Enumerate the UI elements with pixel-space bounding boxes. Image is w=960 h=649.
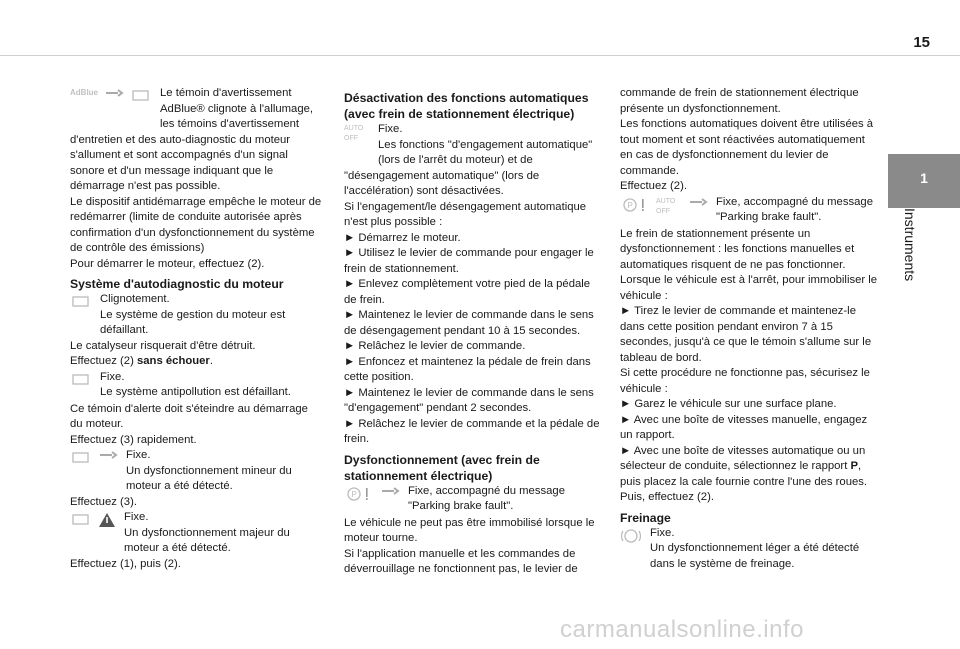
list-item: ► Utilisez le levier de commande pour engager le frein de stationnement. <box>344 246 600 277</box>
paragraph: commande de frein de stationnement électrique présente un dysfonctionnement. <box>620 87 859 115</box>
chapter-tab-number: 1 <box>920 170 928 186</box>
paragraph: Lorsque le véhicule est à l'arrêt, pour immobiliser le véhicule : <box>620 274 878 302</box>
list-item: ► Relâchez le levier de commande et la pédale de frein. <box>344 417 600 448</box>
wrench-icon <box>688 197 708 207</box>
list-item: ► Démarrez le moteur. <box>344 231 600 247</box>
icon-group <box>344 124 370 154</box>
paragraph: Fixe. <box>650 526 675 539</box>
list-item: ► Avec une boîte de vitesses automatique ou un sélecteur de conduite, sélectionnez le rapport P, puis placez la cale fournie contre l'une des roues. <box>620 444 878 491</box>
wrench-icon <box>380 486 400 496</box>
section-heading: Système d'autodiagnostic du moteur <box>70 277 284 291</box>
column-3 <box>620 86 878 572</box>
paragraph: Effectuez (3) rapidement. <box>70 433 197 446</box>
paragraph: Un dysfonctionnement mineur du moteur a été détecté. <box>126 464 292 492</box>
paragraph: Puis, effectuez (2). <box>620 491 714 503</box>
paragraph: Fixe. <box>124 511 149 523</box>
icon-group <box>70 88 152 118</box>
paragraph: Effectuez (1), puis (2). <box>70 557 181 570</box>
list-item: ► Relâchez le levier de commande. <box>344 339 600 355</box>
list-item: ► Maintenez le levier de commande dans le sens de désengagement pendant 10 à 15 secondes. <box>344 308 600 339</box>
svg-text:P: P <box>351 489 357 499</box>
svg-text:P: P <box>627 200 633 210</box>
paragraph: Pour démarrer le moteur, effectuez (2). <box>70 257 265 270</box>
list-item: ► Enfoncez et maintenez la pédale de frein dans cette position. <box>344 355 600 386</box>
auto-off-brake-icon: AUTO OFF <box>344 125 364 142</box>
paragraph: Fixe. <box>126 449 151 461</box>
list-item: ► Tirez le levier de commande et maintenez-le dans cette position pendant environ 7 à 15 secondes, jusqu'à ce que le témoin s'allume sur le tableau de bord. <box>620 304 878 366</box>
icon-group <box>70 294 92 324</box>
paragraph: Fixe. <box>100 370 125 383</box>
section-heading: Dysfonctionnement (avec frein de stationnement électrique) <box>344 452 540 483</box>
paragraph: Clignotement. <box>100 293 170 305</box>
engine-icon <box>70 294 92 308</box>
list-item: ► Avec une boîte de vitesses manuelle, engagez un rapport. <box>620 413 878 444</box>
parking-brake-fault-icon <box>344 486 374 502</box>
icon-group <box>70 372 92 402</box>
auto-off-brake-icon: AUTO OFF <box>656 197 676 215</box>
icon-group <box>620 197 708 227</box>
column-2 <box>344 86 600 578</box>
paragraph: Le dispositif antidémarrage empêche le moteur de redémarrer (limite de conduite autorisée après confirmation d'un dysfonctionnement du système de contrôle des émissions) <box>70 195 322 254</box>
section-heading: Freinage <box>620 510 671 525</box>
paragraph: Effectuez (2). <box>620 180 687 192</box>
brake-icon <box>620 528 642 544</box>
paragraph: Le système de gestion du moteur est défaillant. <box>100 308 286 336</box>
page-number: 15 <box>913 34 930 51</box>
wrench-icon <box>98 450 118 460</box>
paragraph: Un dysfonctionnement majeur du moteur a été détecté. <box>124 526 290 554</box>
paragraph: Le véhicule ne peut pas être immobilisé lorsque le moteur tourne. <box>344 516 595 544</box>
paragraph: Effectuez (3). <box>70 495 137 508</box>
wrench-icon <box>104 88 124 98</box>
paragraph: Si l'engagement/le désengagement automatique n'est plus possible : <box>344 200 587 228</box>
engine-icon <box>70 450 92 464</box>
paragraph: Un dysfonctionnement léger a été détecté dans le système de freinage. <box>650 542 860 570</box>
paragraph: Les fonctions "d'engagement automatique" (lors de l'arrêt du moteur) et de "désengagement automatique" (lors de l'accélération) sont désactivées. <box>344 138 593 197</box>
warning-icon <box>98 512 116 528</box>
watermark: carmanualsonline.info <box>560 616 804 643</box>
engine-icon <box>70 512 92 526</box>
top-divider <box>0 55 960 56</box>
paragraph: Fixe, accompagné du message "Parking brake fault". <box>716 195 873 223</box>
paragraph: Fixe. <box>378 123 403 135</box>
list-item: ► Garez le véhicule sur une surface plane. <box>620 397 878 413</box>
paragraph: Le témoin d'avertissement AdBlue® clignote à l'allumage, les témoins d'avertissement d'entretien et des auto-diagnostic du moteur s'allument et sont accompagnés d'un signal sonore et d'un message indiquant que le démarrage n'est pas possible. <box>70 87 314 192</box>
paragraph: Le catalyseur risquerait d'être détruit. <box>70 339 256 352</box>
icon-group <box>70 512 116 542</box>
engine-icon <box>70 372 92 386</box>
icon-group <box>344 486 400 516</box>
paragraph: Ce témoin d'alerte doit s'éteindre au démarrage du moteur. <box>70 402 308 430</box>
paragraph: Les fonctions automatiques doivent être utilisées à tout moment et sont réactivées automatiquement en cas de dysfonctionnement du levier de commande. <box>620 118 874 177</box>
list-item: ► Maintenez le levier de commande dans le sens "d'engagement" pendant 2 secondes. <box>344 386 600 417</box>
paragraph: Effectuez (2) sans échouer. <box>70 355 213 367</box>
icon-group <box>620 528 642 558</box>
paragraph: Si cette procédure ne fonctionne pas, sécurisez le véhicule : <box>620 367 870 395</box>
paragraph: Fixe, accompagné du message "Parking brake fault". <box>408 484 565 512</box>
paragraph: Le frein de stationnement présente un dysfonctionnement : les fonctions manuelles et automatiques risquent de ne pas fonctionner. <box>620 227 855 271</box>
chapter-label: Instruments <box>902 208 918 282</box>
adblue-icon: AdBlue <box>70 88 98 97</box>
list-item: ► Enlevez complètement votre pied de la pédale de frein. <box>344 277 600 308</box>
parking-brake-fault-icon <box>620 197 650 213</box>
engine-icon <box>130 88 152 102</box>
icon-group <box>70 450 118 480</box>
section-heading: Désactivation des fonctions automatiques (avec frein de stationnement électrique) <box>344 91 589 121</box>
column-1 <box>70 86 322 572</box>
paragraph: Le système antipollution est défaillant. <box>100 386 291 398</box>
paragraph: Si l'application manuelle et les commandes de déverrouillage ne fonctionnent pas, le levier de <box>344 547 578 575</box>
